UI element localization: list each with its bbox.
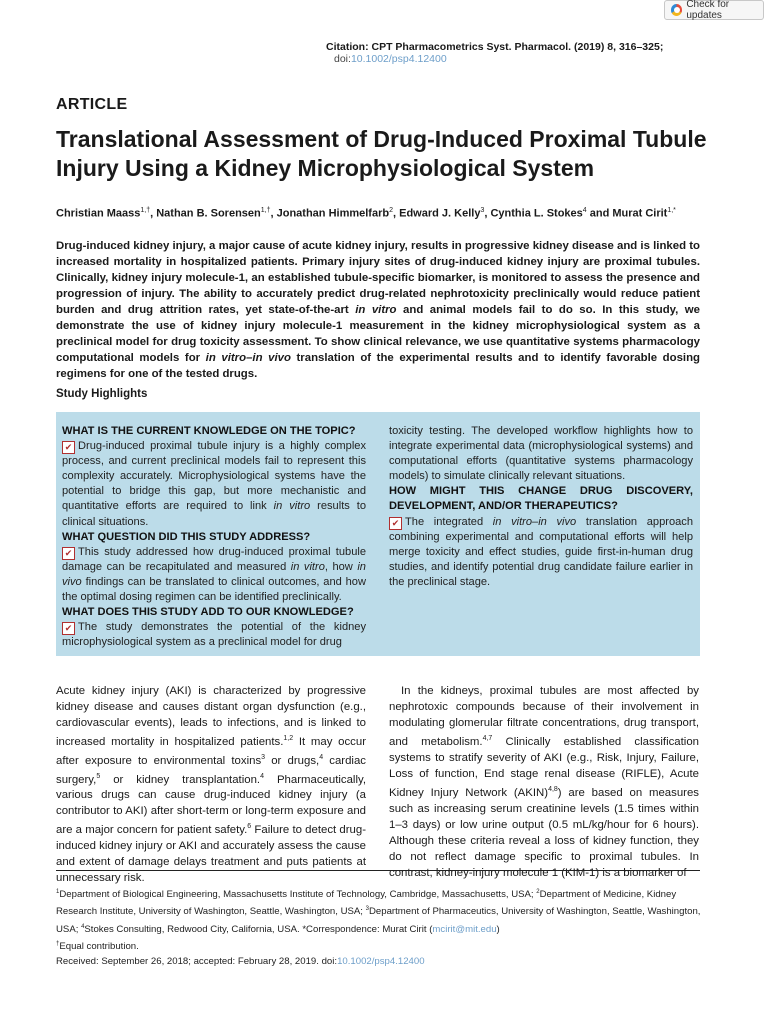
body-text-right-column: In the kidneys, proximal tubules are most affected by nephrotoxic compounds because of their involvement in modulating glomerular filtrate concentrations, drug transport, and metabolism.$^{4,7}$ Clinically established classification systems to stratify severity of AKI (e.g., Risk, Injury, Failure, Loss of function, End stage renal disease (RIFLE), Acute Kidney Injury Network (AKIN)$^{4,8}$) are based on measures such as increasing serum creatinine levels (1.5 times within 1–3 days) or low urine output (0.5 mL/kg/hour for 6 hours). Although these criteria reveal a loss of kidney function, they do not reflect damage specific to proximal tubules. In contrast, kidney-injury molecule 1 (KIM-1) is a biomarker of [389,685,700,879]
study-highlights-heading: Study Highlights [56,388,148,400]
check-for-updates-button[interactable] [664,0,764,20]
highlight-answer: ✔ The study demonstrates the potential of the kidney microphysiological system as a preclinical model for drug [62,621,366,649]
affiliations: $^1$Department of Biological Engineering, Massachusetts Institute of Technology, Cambridge, Massachusetts, USA; $^2$Department of Medicine, Kidney Research Institute, University of Washington, Seattle, Washington, USA; $^3$Department of Pharmaceutics, University of Washington, Seattle, Washington, USA; $^4$Stokes Consulting, Redwood City, California, USA. *Correspondence: Murat Cirit (mcirit@mit.edu) [56,889,701,936]
checkbox-icon: ✔ [389,517,402,530]
highlights-right-column [389,424,693,590]
author: Christian Maass [56,207,141,220]
author-list: Christian Maass$^{1,\dagger}$, Nathan B. Sorensen$^{1,\dagger}$, Jonathan Himmelfarb$^2$, Edward J. Kelly$^3$, Cynthia L. Stokes$^4$ and Murat Cirit$^{1,*}$ [56,207,676,220]
footnote-divider [56,870,700,871]
check-for-updates-label: Check for updates [686,0,730,21]
checkbox-icon: ✔ [62,441,75,454]
received-line: Received: September 26, 2018; accepted: February 28, 2019. doi:10.1002/psp4.12400 [56,955,425,967]
doi-link[interactable]: 10.1002/psp4.12400 [350,53,447,65]
correspondence-email-link[interactable]: mcirit@mit.edu [432,924,497,936]
author-affiliation-mark: 4 [582,207,587,214]
study-highlights-box [56,412,700,656]
highlight-question: WHAT DOES THIS STUDY ADD TO OUR KNOWLEDGE? [62,606,354,619]
checkbox-icon: ✔ [62,547,75,560]
highlight-answer: ✔ The integrated in vitro–in vivo translation approach combining experimental and computational efforts will help merge toxicity and effect studies, guide first-in-human drug studies, and identify potential drug candidate failure earlier in the preclinical stage. [389,515,693,588]
citation-text: CPT Pharmacometrics Syst. Pharmacol. (2019) 8, 316–325; [371,41,664,53]
citation-line [326,41,768,65]
highlight-answer-continued: toxicity testing. The developed workflow highlights how to integrate experimental data (microphysiological systems) and computational efforts (quantitative systems pharmacology models) to simulate clinically relevant situations. [389,425,693,483]
crossmark-icon [671,4,682,16]
highlights-left-column [62,424,366,650]
author-affiliation-mark: 1,† [260,207,271,214]
highlight-question: WHAT IS THE CURRENT KNOWLEDGE ON THE TOPIC? [62,425,356,437]
author-affiliation-mark: 2 [389,207,393,214]
highlight-answer: ✔ Drug-induced proximal tubule injury is a highly complex process, and current preclinical models fail to represent this complexity accurately. Microphysiological systems have the potential to bridge this gap, but more mechanistic and quantitative efforts are required to link in vitro results to clinical situations. [62,440,367,528]
checkbox-icon: ✔ [62,622,75,635]
doi-link-footer[interactable]: 10.1002/psp4.12400 [337,955,425,967]
highlight-answer: ✔ This study addressed how drug-induced proximal tubule damage can be recapitulated and measured in vitro, how in vivo findings can be translated to clinical outcomes, and how the optimal dosing regimen can be identified preclinically. [62,545,366,604]
author: Edward J. Kelly [399,207,481,220]
equal-contribution-note: †Equal contribution. [56,941,139,953]
abstract: Drug-induced kidney injury, a major cause of acute kidney injury, results in progressive kidney disease and is linked to increased mortality in hospitalized patients. Primary injury sites of drug-induced kidney injury are proximal tubules. Clinically, kidney injury molecule-1, an established tubule-specific biomarker, is monitored to assess the presence and progression of injury. The ability to accurately predict drug-related nephrotoxicity preclinically would reduce patient burden and drug attrition rates, yet state-of-the-art in vitro and animal models fail to do so. In this study, we demonstrate the use of kidney injury molecule-1 measurement in the kidney microphysiological system as a preclinical model for drug toxicity assessment. To show clinical relevance, we use quantitative systems pharmacology computational models for in vitro–in vivo translation of the experimental results and to identify favorable dosing regimens for one of the tested drugs. [56,240,700,380]
article-type: ARTICLE [56,96,128,113]
highlight-question: WHAT QUESTION DID THIS STUDY ADDRESS? [62,530,311,543]
author: Nathan B. Sorensen [156,207,261,220]
footnotes [56,885,704,969]
citation-label: Citation: [326,41,369,53]
author-affiliation-mark: 3 [480,207,485,214]
article-title: Translational Assessment of Drug-Induced Proximal Tubule Injury Using a Kidney Microphysiological System [56,126,707,181]
author: Jonathan Himmelfarb [276,207,390,220]
author-affiliation-mark: 1,† [140,207,151,214]
body-text-left-column: Acute kidney injury (AKI) is characterized by progressive kidney disease and causes distant organ dysfunction (e.g., cardiovascular events), leads to infections, and is linked to increased mortality in hospitalized patients.$^{1,2}$ It may occur after exposure to environmental toxins$^3$ or drugs,$^4$ cardiac surgery,$^5$ or kidney transplantation.$^4$ Pharmaceutically, various drugs can cause drug-induced kidney injury (a contributor to AKI) after short-term or long-term exposure and are a major concern for patient safety.$^6$ Failure to detect drug-induced kidney injury or AKI and accurately assess the cause and extent of damage delays treatment and puts patients at unnecessary risk. [56,685,367,885]
author: Cynthia L. Stokes [490,207,583,220]
highlight-question: HOW MIGHT THIS CHANGE DRUG DISCOVERY, DEVELOPMENT, AND/OR THERAPEUTICS? [389,485,693,513]
author: Murat Cirit [612,207,668,220]
author-affiliation-mark: 1,* [667,207,676,214]
doi-label: doi: [334,53,351,65]
